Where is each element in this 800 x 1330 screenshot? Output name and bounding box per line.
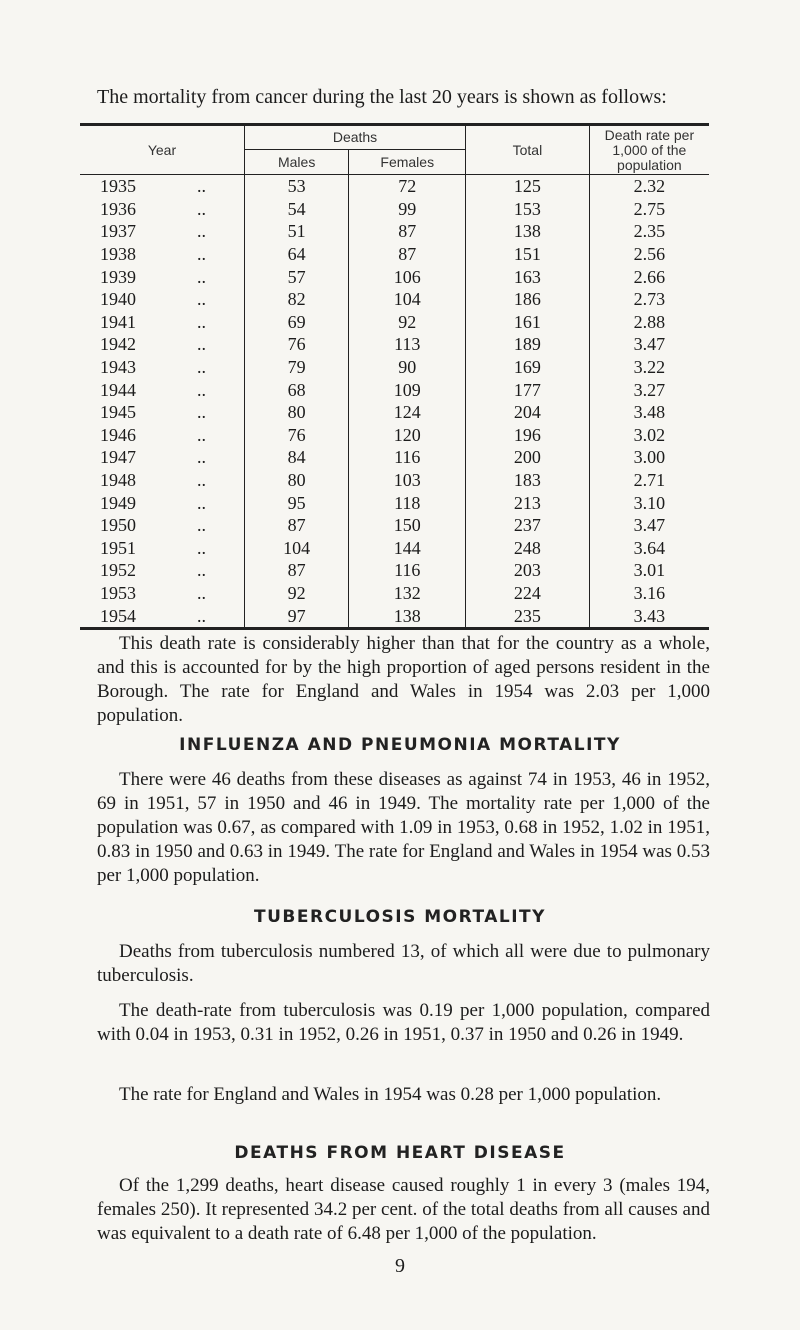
- table-row: [80, 356, 709, 379]
- rate-cell: 2.32: [633, 176, 666, 197]
- year-value: 1937: [100, 221, 136, 242]
- year-cell: [80, 514, 244, 537]
- total-cell: 177: [466, 378, 590, 401]
- year-cell: [80, 378, 244, 401]
- total-cell: 169: [466, 356, 590, 379]
- females-cell: 103: [349, 469, 466, 492]
- dot-leader: ..: [197, 402, 206, 423]
- males-cell: 76: [287, 424, 306, 445]
- table-row: [80, 378, 709, 401]
- rate-cell: 3.64: [633, 537, 666, 558]
- header-males: Males: [277, 153, 316, 170]
- total-cell: 196: [466, 424, 590, 447]
- table-row: [80, 559, 709, 582]
- table-row: [80, 537, 709, 560]
- table-row: [80, 582, 709, 605]
- females-cell: 106: [349, 265, 466, 288]
- year-cell: [80, 288, 244, 311]
- males-cell: 53: [287, 176, 306, 197]
- year-value: 1935: [100, 176, 136, 197]
- males-cell: 76: [287, 334, 306, 355]
- total-cell: 186: [466, 288, 590, 311]
- rate-cell: 2.71: [633, 470, 666, 491]
- males-cell: 68: [287, 379, 306, 400]
- total-cell: 203: [466, 559, 590, 582]
- table-row: [80, 469, 709, 492]
- females-cell: 109: [349, 378, 466, 401]
- males-cell: 84: [287, 447, 306, 468]
- year-value: 1941: [100, 311, 136, 332]
- tuberculosis-paragraph-1: [97, 940, 710, 988]
- males-cell: 87: [287, 560, 306, 581]
- heart-disease-heading: DEATHS FROM HEART DISEASE: [234, 1143, 566, 1163]
- dot-leader: ..: [197, 582, 206, 603]
- males-cell: 69: [287, 311, 306, 332]
- males-cell: 87: [287, 515, 306, 536]
- tuberculosis-paragraph-2: [97, 999, 710, 1047]
- dot-leader: ..: [197, 357, 206, 378]
- year-value: 1953: [100, 582, 136, 603]
- year-cell: [80, 491, 244, 514]
- page-number: 9: [395, 1255, 405, 1277]
- table-row: [80, 514, 709, 537]
- header-year: Year: [80, 125, 244, 175]
- influenza-text: There were 46 deaths from these diseases as against 74 in 1953, 46 in 1952, 69 in 1951, 57 in 1950 and 46 in 1949. The mortality rate per 1,000 of the population was 0.67, as compared with 1.09 in 1953, 0.68 in 1952, 1.02 in 1951, 0.83 in 1950 and 0.63 in 1949. The rate for England and Wales in 1954 was 0.53 per 1,000 population.: [97, 769, 710, 886]
- dot-leader: ..: [197, 221, 206, 242]
- females-cell: 116: [349, 446, 466, 469]
- females-cell: 87: [349, 220, 466, 243]
- rate-cell: 3.10: [633, 492, 666, 513]
- females-cell: 118: [349, 491, 466, 514]
- rate-cell: 2.73: [633, 289, 666, 310]
- year-cell: [80, 333, 244, 356]
- rate-cell: 3.27: [633, 379, 666, 400]
- males-cell: 79: [287, 357, 306, 378]
- intro-text: The mortality from cancer during the last 20 years is shown as follows:: [97, 86, 667, 108]
- year-value: 1952: [100, 560, 136, 581]
- year-cell: [80, 559, 244, 582]
- rate-cell: 3.02: [633, 424, 666, 445]
- total-cell: 151: [466, 243, 590, 266]
- males-cell: 80: [287, 402, 306, 423]
- cancer-note: [97, 632, 710, 728]
- year-cell: [80, 311, 244, 334]
- tuberculosis-paragraph-3: [97, 1083, 710, 1107]
- females-cell: 104: [349, 288, 466, 311]
- total-cell: 248: [466, 537, 590, 560]
- rate-cell: 2.75: [633, 198, 666, 219]
- header-total: Total: [466, 125, 590, 175]
- table-row: [80, 198, 709, 221]
- rate-cell: 3.00: [633, 447, 666, 468]
- dot-leader: ..: [197, 334, 206, 355]
- total-cell: 213: [466, 491, 590, 514]
- year-value: 1936: [100, 198, 136, 219]
- table-body: [80, 175, 709, 629]
- rate-cell: 2.66: [633, 266, 666, 287]
- rate-cell: 2.35: [633, 221, 666, 242]
- rate-cell: 2.88: [633, 311, 666, 332]
- rate-cell: 3.01: [633, 560, 666, 581]
- tuberculosis-text-2: The death-rate from tuberculosis was 0.19 per 1,000 population, compared with 0.04 in 1953, 0.31 in 1952, 0.26 in 1951, 0.37 in 1950 and 0.26 in 1949.: [97, 1000, 710, 1045]
- dot-leader: ..: [197, 198, 206, 219]
- females-cell: 92: [349, 311, 466, 334]
- females-cell: 113: [349, 333, 466, 356]
- males-cell: 57: [287, 266, 306, 287]
- year-cell: [80, 198, 244, 221]
- year-value: 1950: [100, 515, 136, 536]
- rate-cell: 3.48: [633, 402, 666, 423]
- males-cell: 54: [287, 198, 306, 219]
- table-row: [80, 175, 709, 198]
- total-cell: 204: [466, 401, 590, 424]
- total-cell: 153: [466, 198, 590, 221]
- males-cell: 82: [287, 289, 306, 310]
- header-rate-line1: Death rate per: [604, 126, 695, 143]
- year-value: 1940: [100, 289, 136, 310]
- dot-leader: ..: [197, 470, 206, 491]
- rate-cell: 3.47: [633, 334, 666, 355]
- dot-leader: ..: [197, 515, 206, 536]
- total-cell: 183: [466, 469, 590, 492]
- males-cell: 104: [283, 537, 311, 558]
- total-cell: 237: [466, 514, 590, 537]
- total-cell: 161: [466, 311, 590, 334]
- table-row: [80, 401, 709, 424]
- year-value: 1947: [100, 447, 136, 468]
- year-value: 1946: [100, 424, 136, 445]
- total-cell: 125: [466, 175, 590, 198]
- year-cell: [80, 220, 244, 243]
- dot-leader: ..: [197, 424, 206, 445]
- influenza-heading: INFLUENZA AND PNEUMONIA MORTALITY: [179, 735, 621, 755]
- dot-leader: ..: [197, 266, 206, 287]
- dot-leader: ..: [197, 605, 206, 626]
- rate-cell: 3.16: [633, 582, 666, 603]
- cancer-mortality-table: [80, 123, 709, 630]
- dot-leader: ..: [197, 244, 206, 265]
- females-cell: 116: [349, 559, 466, 582]
- year-cell: [80, 243, 244, 266]
- table-row: [80, 446, 709, 469]
- males-cell: 80: [287, 470, 306, 491]
- heart-disease-text: Of the 1,299 deaths, heart disease caused roughly 1 in every 3 (males 194, females 250). It represented 34.2 per cent. of the total deaths from all causes and was equivalent to a death rate of 6.48 per 1,000 of the population.: [97, 1175, 710, 1244]
- tuberculosis-text-3: The rate for England and Wales in 1954 was 0.28 per 1,000 population.: [119, 1084, 662, 1105]
- dot-leader: ..: [197, 537, 206, 558]
- males-cell: 51: [287, 221, 306, 242]
- total-cell: 138: [466, 220, 590, 243]
- year-cell: [80, 604, 244, 628]
- females-cell: 150: [349, 514, 466, 537]
- table-row: [80, 424, 709, 447]
- dot-leader: ..: [197, 492, 206, 513]
- females-cell: 124: [349, 401, 466, 424]
- year-value: 1944: [100, 379, 136, 400]
- table-row: [80, 288, 709, 311]
- table-row: [80, 333, 709, 356]
- males-cell: 64: [287, 244, 306, 265]
- males-cell: 95: [287, 492, 306, 513]
- rate-cell: 3.47: [633, 515, 666, 536]
- males-cell: 97: [287, 605, 306, 626]
- year-value: 1938: [100, 244, 136, 265]
- year-value: 1949: [100, 492, 136, 513]
- table-row: [80, 265, 709, 288]
- females-cell: 90: [349, 356, 466, 379]
- header-deaths: Deaths: [244, 125, 465, 150]
- year-cell: [80, 356, 244, 379]
- total-cell: 224: [466, 582, 590, 605]
- header-death-rate: [589, 125, 709, 175]
- total-cell: 163: [466, 265, 590, 288]
- year-cell: [80, 537, 244, 560]
- year-cell: [80, 175, 244, 198]
- year-value: 1945: [100, 402, 136, 423]
- table-row: [80, 220, 709, 243]
- total-cell: 200: [466, 446, 590, 469]
- tuberculosis-heading: TUBERCULOSIS MORTALITY: [254, 907, 546, 927]
- year-cell: [80, 469, 244, 492]
- year-cell: [80, 424, 244, 447]
- year-value: 1951: [100, 537, 136, 558]
- table-row: [80, 604, 709, 628]
- year-value: 1948: [100, 470, 136, 491]
- males-cell: 92: [287, 582, 306, 603]
- year-cell: [80, 401, 244, 424]
- dot-leader: ..: [197, 560, 206, 581]
- rate-cell: 3.43: [633, 605, 666, 626]
- heart-disease-paragraph: [97, 1174, 710, 1246]
- year-cell: [80, 582, 244, 605]
- females-cell: 87: [349, 243, 466, 266]
- influenza-paragraph: [97, 768, 710, 888]
- dot-leader: ..: [197, 447, 206, 468]
- total-cell: 189: [466, 333, 590, 356]
- rate-cell: 2.56: [633, 244, 666, 265]
- year-cell: [80, 265, 244, 288]
- table-row: [80, 311, 709, 334]
- females-cell: 120: [349, 424, 466, 447]
- year-value: 1939: [100, 266, 136, 287]
- year-cell: [80, 446, 244, 469]
- dot-leader: ..: [197, 379, 206, 400]
- dot-leader: ..: [197, 311, 206, 332]
- total-cell: 235: [466, 604, 590, 628]
- year-value: 1942: [100, 334, 136, 355]
- table-row: [80, 491, 709, 514]
- table-row: [80, 243, 709, 266]
- dot-leader: ..: [197, 176, 206, 197]
- rate-cell: 3.22: [633, 357, 666, 378]
- females-cell: 138: [349, 604, 466, 628]
- header-females: Females: [349, 150, 466, 175]
- females-cell: 99: [349, 198, 466, 221]
- dot-leader: ..: [197, 289, 206, 310]
- year-value: 1943: [100, 357, 136, 378]
- tuberculosis-text-1: Deaths from tuberculosis numbered 13, of which all were due to pulmonary tuberculosis.: [97, 941, 710, 986]
- cancer-note-text: This death rate is considerably higher than that for the country as a whole, and this is accounted for by the high proportion of aged persons resident in the Borough. The rate for England and Wales in 1954 was 2.03 per 1,000 population.: [97, 633, 710, 726]
- header-rate-line2: 1,000 of the: [612, 141, 687, 158]
- females-cell: 72: [349, 175, 466, 198]
- header-rate-line3: population: [617, 156, 682, 173]
- year-value: 1954: [100, 605, 136, 626]
- females-cell: 144: [349, 537, 466, 560]
- females-cell: 132: [349, 582, 466, 605]
